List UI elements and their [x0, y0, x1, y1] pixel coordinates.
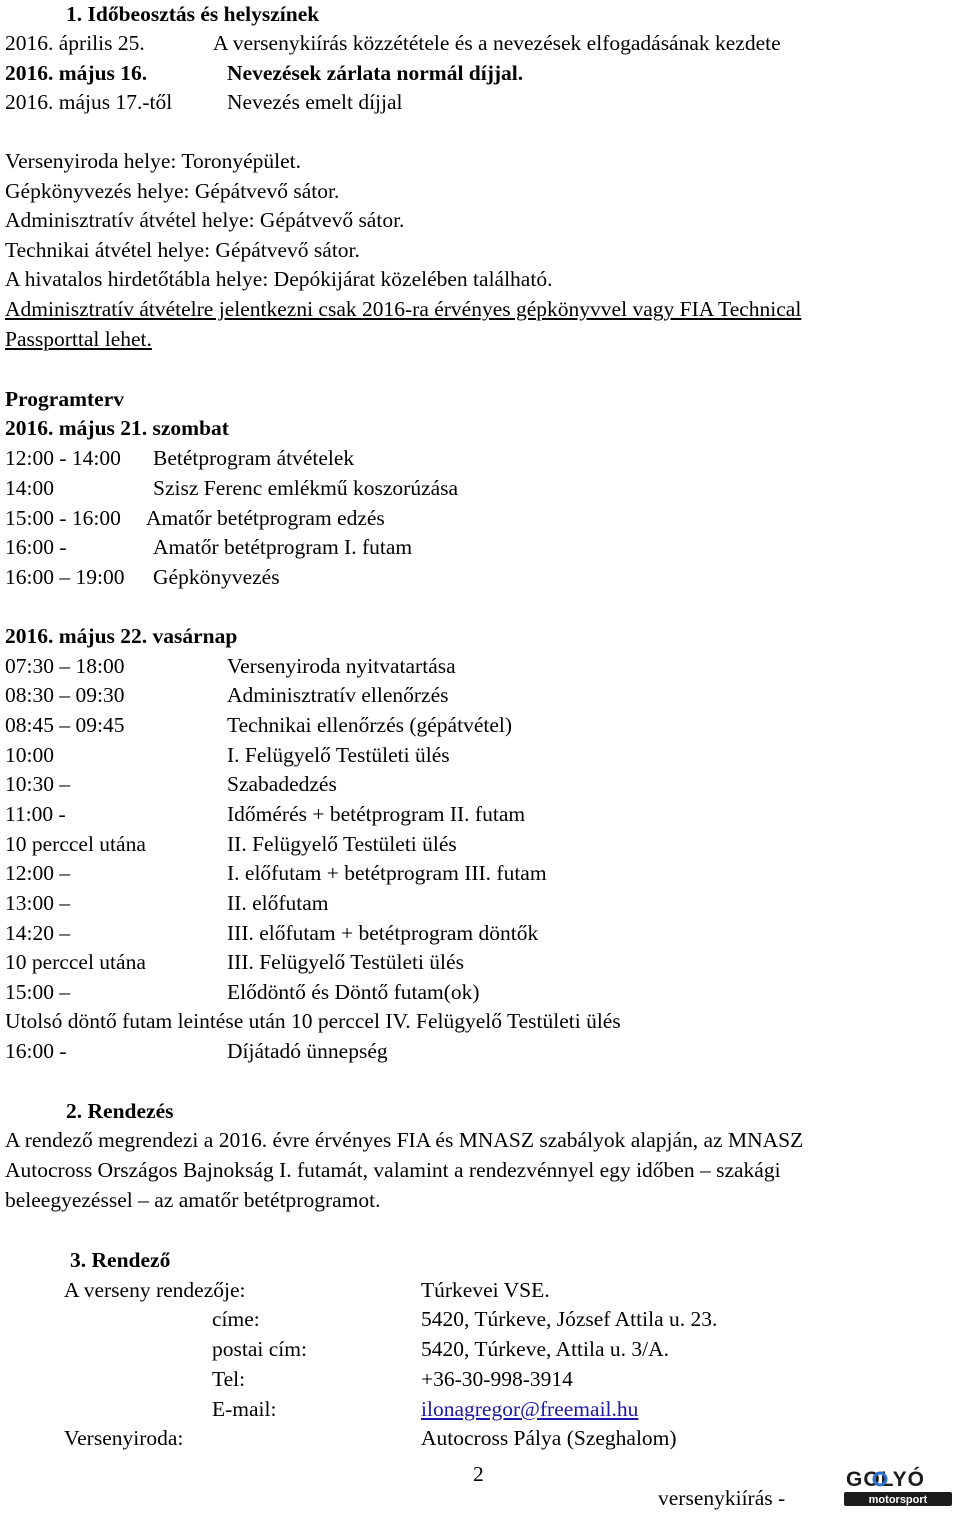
date-description: A versenykiírás közzététele és a nevezések elfogadásának kezdete — [213, 31, 781, 55]
schedule-event: Adminisztratív ellenőrzés — [227, 683, 449, 707]
day2-heading: 2016. május 22. vasárnap — [5, 624, 238, 648]
schedule-time: 08:30 – 09:30 — [5, 683, 125, 707]
date-label: 2016. április 25. — [5, 31, 145, 55]
schedule-time: 11:00 - — [5, 802, 66, 826]
address-value: 5420, Túrkeve, József Attila u. 23. — [421, 1307, 718, 1331]
phone-value: +36-30-998-3914 — [421, 1367, 573, 1391]
schedule-event: Versenyiroda nyitvatartása — [227, 654, 456, 678]
place-line: Versenyiroda helye: Toronyépület. — [5, 149, 302, 173]
schedule-event: Szabadedzés — [227, 772, 337, 796]
day1-heading: 2016. május 21. szombat — [5, 416, 229, 440]
section2-paragraph-line: beleegyezéssel – az amatőr betétprogramot. — [5, 1188, 381, 1212]
schedule-event: Amatőr betétprogram edzés — [146, 506, 385, 530]
postal-address-label: postai cím: — [212, 1337, 307, 1361]
schedule-time: 10:30 – — [5, 772, 71, 796]
svg-text:motorsport: motorsport — [868, 1494, 928, 1506]
page-number: 2 — [473, 1462, 484, 1486]
schedule-time: 10 perccel utána — [5, 832, 146, 856]
schedule-event: Betétprogram átvételek — [153, 446, 355, 470]
schedule-full-line: Utolsó döntő futam leintése után 10 perccel IV. Felügyelő Testületi ülés — [5, 1009, 621, 1033]
schedule-event: III. előfutam + betétprogram döntők — [227, 921, 539, 945]
notice-line: Adminisztratív átvételre jelentkezni csak 2016-ra érvényes gépkönyvvel vagy FIA Technical — [5, 297, 802, 321]
section2-paragraph-line: Autocross Országos Bajnokság I. futamát, valamint a rendezvénnyel egy időben – szakági — [5, 1158, 781, 1182]
document-footer-title: versenykiírás - — [658, 1486, 786, 1510]
schedule-event: Technikai ellenőrzés (gépátvétel) — [227, 713, 513, 737]
schedule-time: 16:00 – 19:00 — [5, 565, 125, 589]
schedule-time: 15:00 – — [5, 980, 71, 1004]
schedule-event: II. Felügyelő Testületi ülés — [227, 832, 457, 856]
schedule-time: 16:00 - — [5, 1039, 67, 1063]
schedule-time: 14:20 – — [5, 921, 71, 945]
schedule-time: 07:30 – 18:00 — [5, 654, 125, 678]
golyo-motorsport-logo — [838, 1464, 956, 1508]
schedule-time: 10 perccel utána — [5, 950, 146, 974]
schedule-time: 10:00 — [5, 743, 54, 767]
email-link[interactable]: ilonagregor@freemail.hu — [421, 1397, 639, 1421]
schedule-time: 12:00 - 14:00 — [5, 446, 121, 470]
schedule-event: I. Felügyelő Testületi ülés — [227, 743, 450, 767]
organizer-value: Túrkevei VSE. — [421, 1278, 550, 1302]
schedule-time: 12:00 – — [5, 861, 71, 885]
schedule-event: Gépkönyvezés — [153, 565, 280, 589]
schedule-event: Szisz Ferenc emlékmű koszorúzása — [153, 476, 459, 500]
phone-label: Tel: — [212, 1367, 246, 1391]
program-title: Programterv — [5, 387, 124, 411]
schedule-event: Díjátadó ünnepség — [227, 1039, 388, 1063]
schedule-event: III. Felügyelő Testületi ülés — [227, 950, 464, 974]
notice-line: Passporttal lehet. — [5, 327, 152, 351]
email-label: E-mail: — [212, 1397, 277, 1421]
section1-heading: 1. Időbeosztás és helyszínek — [66, 2, 320, 26]
section3-heading: 3. Rendező — [70, 1248, 171, 1272]
svg-text:GOLYÓ: GOLYÓ — [846, 1468, 925, 1491]
postal-address-value: 5420, Túrkeve, Attila u. 3/A. — [421, 1337, 670, 1361]
schedule-time: 16:00 - — [5, 535, 67, 559]
place-line: A hivatalos hirdetőtábla helye: Depókijárat közelében található. — [5, 267, 553, 291]
race-office-label: Versenyiroda: — [64, 1426, 184, 1450]
date-description: Nevezés emelt díjjal — [227, 90, 403, 114]
race-office-value: Autocross Pálya (Szeghalom) — [421, 1426, 677, 1450]
date-description: Nevezések zárlata normál díjjal. — [227, 61, 524, 85]
organizer-label: A verseny rendezője: — [64, 1278, 246, 1302]
place-line: Technikai átvétel helye: Gépátvevő sátor. — [5, 238, 360, 262]
schedule-event: II. előfutam — [227, 891, 329, 915]
schedule-time: 14:00 — [5, 476, 54, 500]
schedule-event: Amatőr betétprogram I. futam — [153, 535, 413, 559]
section2-paragraph-line: A rendező megrendezi a 2016. évre érvényes FIA és MNASZ szabályok alapján, az MNASZ — [5, 1128, 804, 1152]
address-label: címe: — [212, 1307, 260, 1331]
date-label: 2016. május 16. — [5, 61, 148, 85]
schedule-time: 15:00 - 16:00 — [5, 506, 121, 530]
schedule-event: I. előfutam + betétprogram III. futam — [227, 861, 547, 885]
place-line: Adminisztratív átvétel helye: Gépátvevő sátor. — [5, 208, 405, 232]
schedule-time: 13:00 – — [5, 891, 71, 915]
schedule-event: Időmérés + betétprogram II. futam — [227, 802, 526, 826]
place-line: Gépkönyvezés helye: Gépátvevő sátor. — [5, 179, 340, 203]
schedule-event: Elődöntő és Döntő futam(ok) — [227, 980, 480, 1004]
schedule-time: 08:45 – 09:45 — [5, 713, 125, 737]
date-label: 2016. május 17.-től — [5, 90, 173, 114]
section2-heading: 2. Rendezés — [66, 1099, 174, 1123]
